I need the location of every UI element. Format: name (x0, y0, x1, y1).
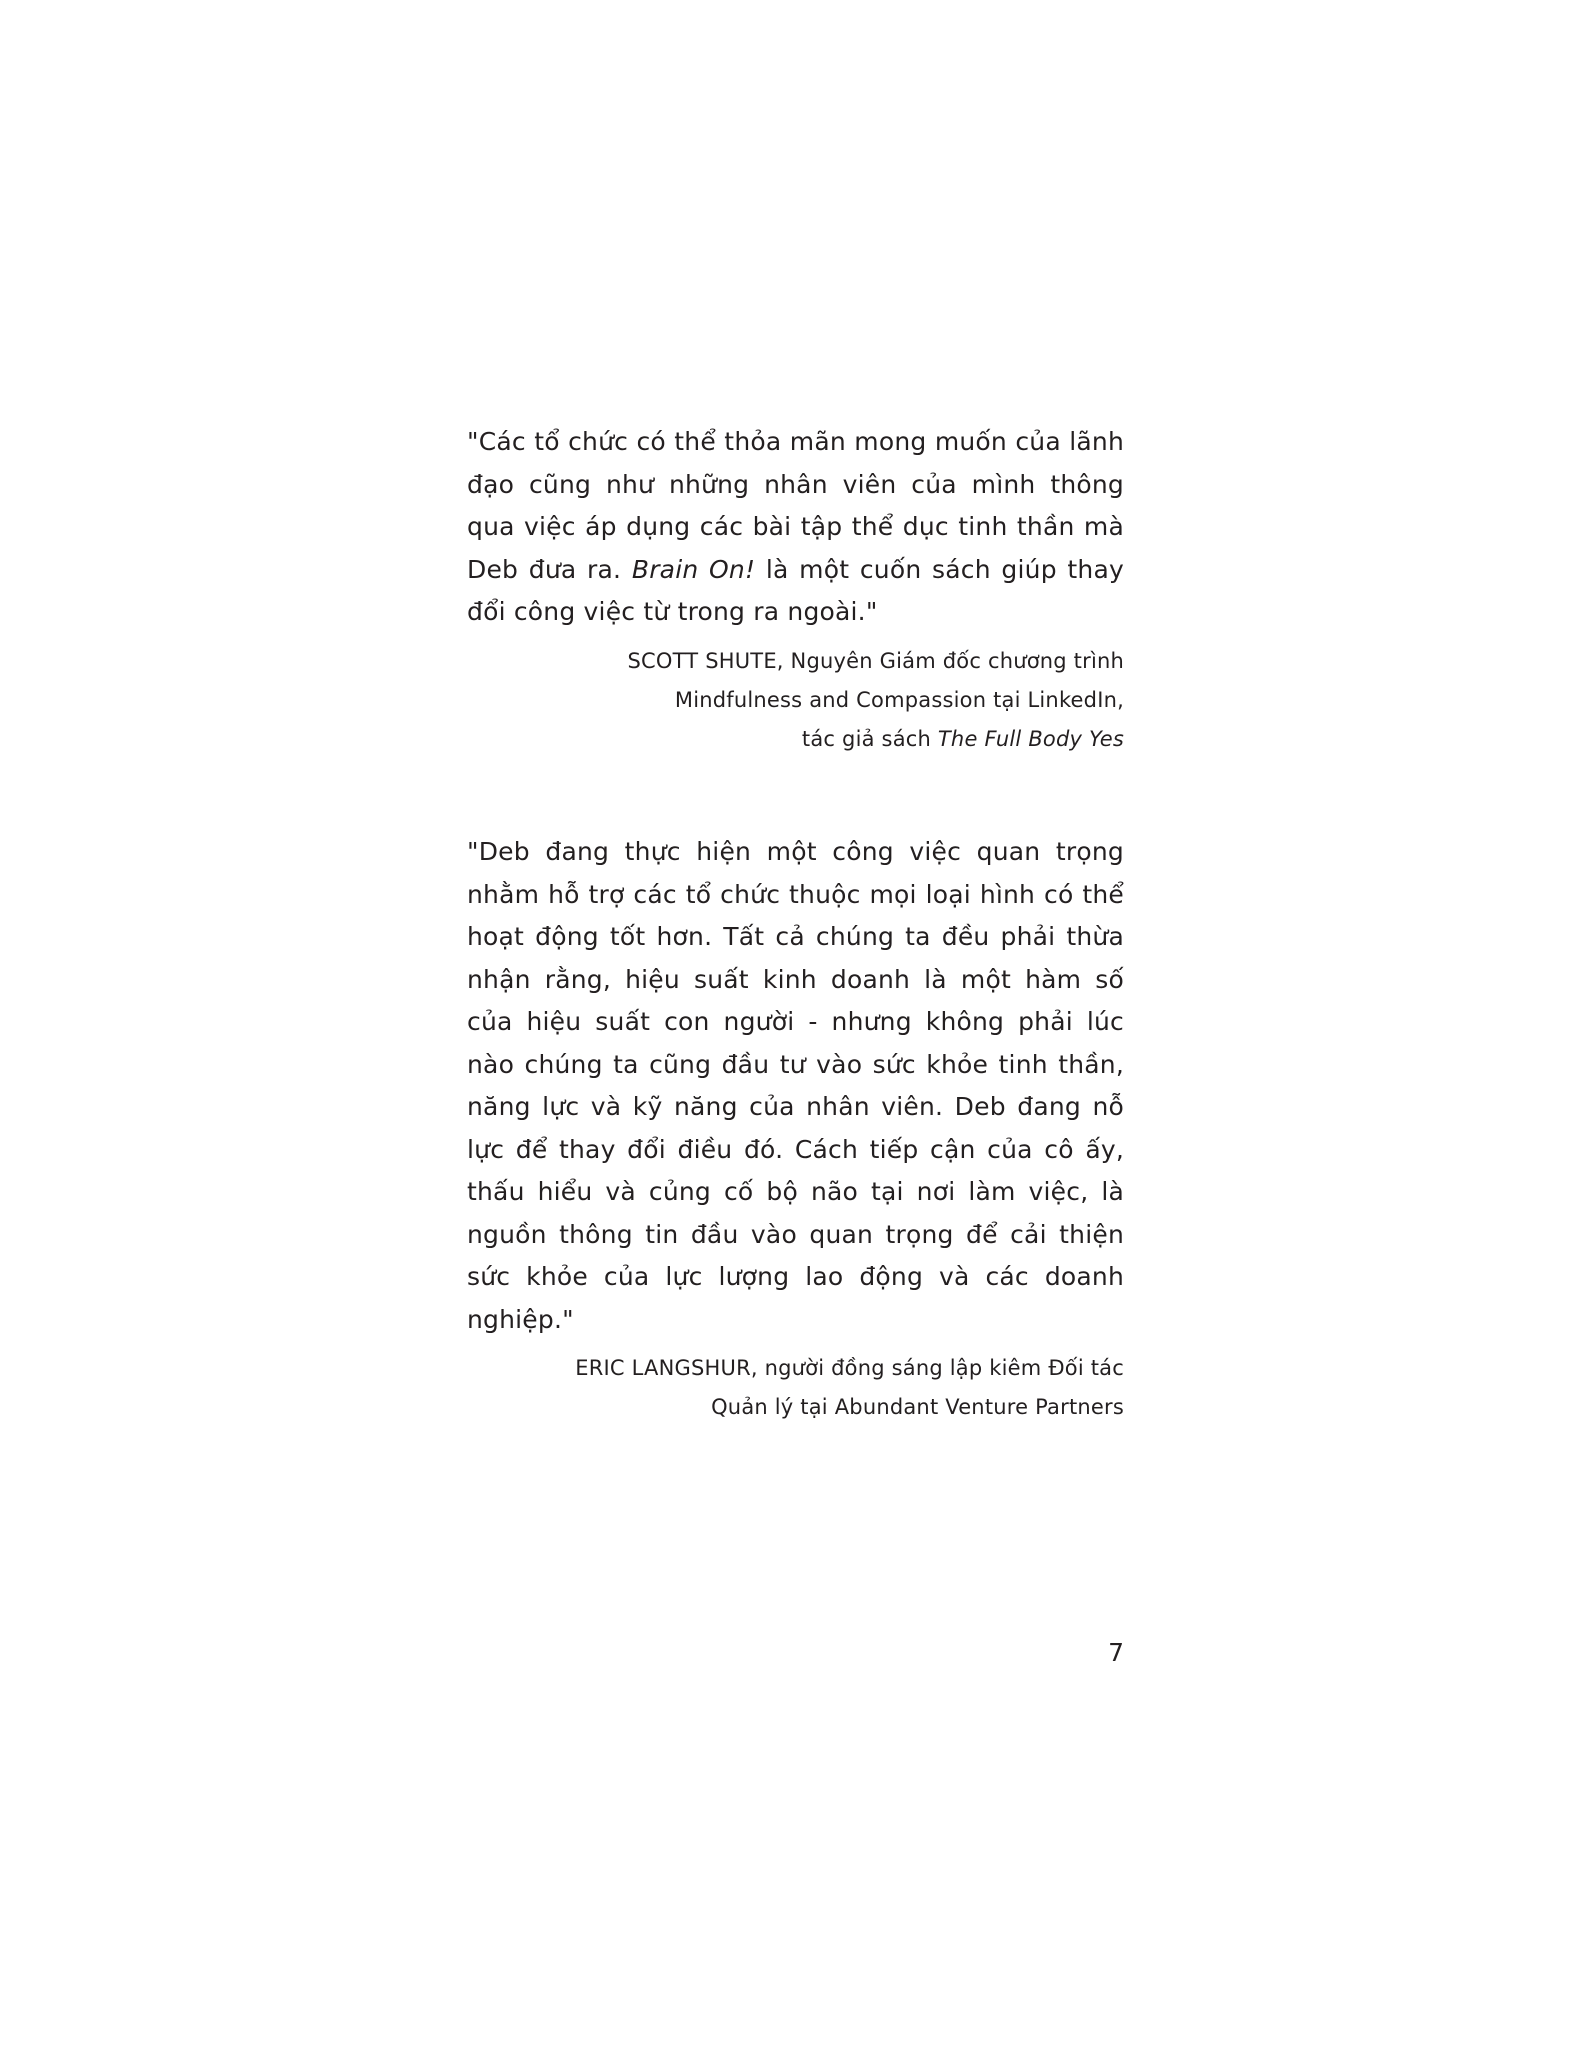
endorsement-1-attribution (467, 642, 1124, 759)
endorsement-2-quote: "Deb đang thực hiện một công việc quan trọng nhằm hỗ trợ các tổ chức thuộc mọi loại hình có thể hoạt động tốt hơn. Tất cả chúng ta đều phải thừa nhận rằng, hiệu suất kinh doanh là một hàm số của hiệu suất con người - nhưng không phải lúc nào chúng ta cũng đầu tư vào sức khỏe tinh thần, năng lực và kỹ năng của nhân viên. Deb đang nỗ lực để thay đổi điều đó. Cách tiếp cận của cô ấy, thấu hiểu và củng cố bộ não tại nơi làm việc, là nguồn thông tin đầu vào quan trọng để cải thiện sức khỏe của lực lượng lao động và các doanh nghiệp." (467, 837, 1124, 1334)
endorsement-2-attribution-line1: ERIC LANGSHUR, người đồng sáng lập kiêm Đối tác (575, 1356, 1124, 1380)
endorsement-2-attribution (467, 1349, 1124, 1427)
book-title-full-body-yes: The Full Body Yes (937, 726, 1124, 751)
endorsement-1-quote-end: là một cuốn sách giúp thay đổi công việc từ trong ra ngoài." (467, 554, 1124, 626)
endorsement-1-quote (467, 421, 1124, 634)
endorsement-1-attribution-line3-prefix: tác giả sách (801, 726, 938, 751)
endorsement-1-attribution-line3 (467, 720, 1124, 759)
endorsement-2 (467, 831, 1124, 1427)
page-number: 7 (1108, 1638, 1124, 1667)
endorsement-1-quote-start: "Các tổ chức có thể thỏa mãn mong muốn của lãnh đạo cũng như những nhân viên của mình thông qua việc áp dụng các bài tập thể dục tinh thần mà Deb đưa ra. (467, 427, 1124, 584)
endorsement-1-attribution-line1: SCOTT SHUTE, Nguyên Giám đốc chương trình (627, 648, 1124, 673)
endorsement-2-attribution-line2: Quản lý tại Abundant Venture Partners (711, 1395, 1124, 1419)
book-title-brain-on: Brain On! (631, 554, 756, 584)
endorsement-1 (467, 421, 1124, 759)
endorsement-1-attribution-line2: Mindfulness and Compassion tại LinkedIn, (674, 687, 1124, 712)
